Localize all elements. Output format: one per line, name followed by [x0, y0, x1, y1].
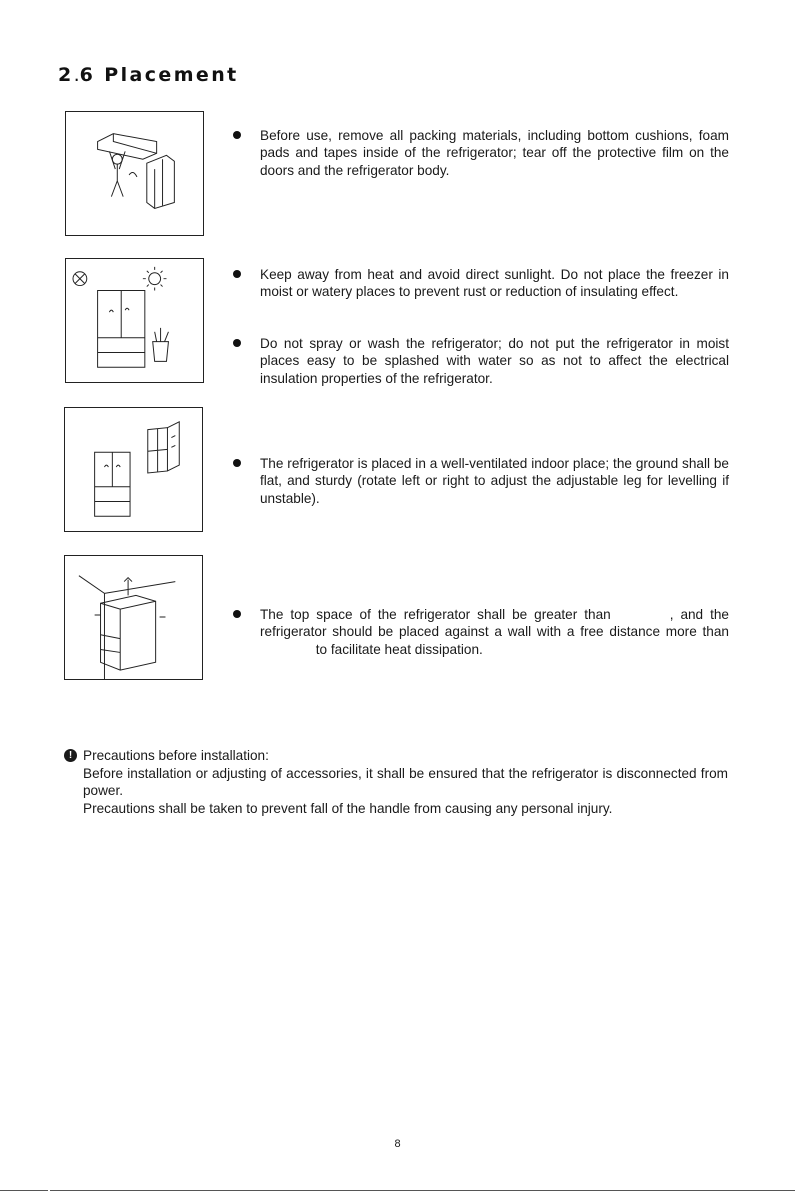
precaution-line: Precautions shall be taken to prevent fall of the handle from causing any personal injury. — [83, 800, 613, 816]
prohibited-icon — [73, 272, 87, 286]
bullet-no-spray: Do not spray or wash the refrigerator; do not put the refrigerator in moist places easy to be splashed with water so as not to affect the electrical insulation properties of the refrigerator. — [233, 335, 729, 387]
section-title: 2.6 Placement — [58, 64, 239, 86]
ventilated-room-illustration-icon — [64, 407, 203, 532]
precautions-block — [64, 747, 728, 817]
precautions-heading: Precautions before installation: — [83, 748, 269, 763]
top-space-text-3: to facilitate heat dissipation. — [315, 641, 483, 657]
bullet-ventilation: The refrigerator is placed in a well-ventilated indoor place; the ground shall be flat, and sturdy (rotate left or right to adjust the adjustable leg for levelling if unstable). — [233, 455, 729, 507]
footer-rule — [0, 1190, 795, 1191]
no-heat-sunlight-illustration-icon — [65, 258, 204, 383]
bullet-avoid-heat: Keep away from heat and avoid direct sunlight. Do not place the freezer in moist or watery places to prevent rust or reduction of insulating effect. — [233, 266, 729, 301]
warning-icon: ! — [64, 749, 77, 762]
top-space-text-2: , and the refrigerator should be placed against a wall with a free distance more than — [260, 607, 729, 640]
precaution-line: Before installation or adjusting of accessories, it shall be ensured that the refrigerator is disconnected from power. — [83, 765, 728, 799]
top-space-text-1: The top space of the refrigerator shall be greater than — [260, 607, 611, 622]
bullet-top-space — [233, 606, 729, 658]
wall-clearance-illustration-icon — [64, 555, 203, 680]
bullet-remove-packing: Before use, remove all packing materials, including bottom cushions, foam pads and tapes inside of the refrigerator; tear off the protective film on the doors and the refrigerator body. — [233, 127, 729, 179]
unpacking-illustration-icon — [65, 111, 204, 236]
page-number: 8 — [394, 1138, 401, 1150]
